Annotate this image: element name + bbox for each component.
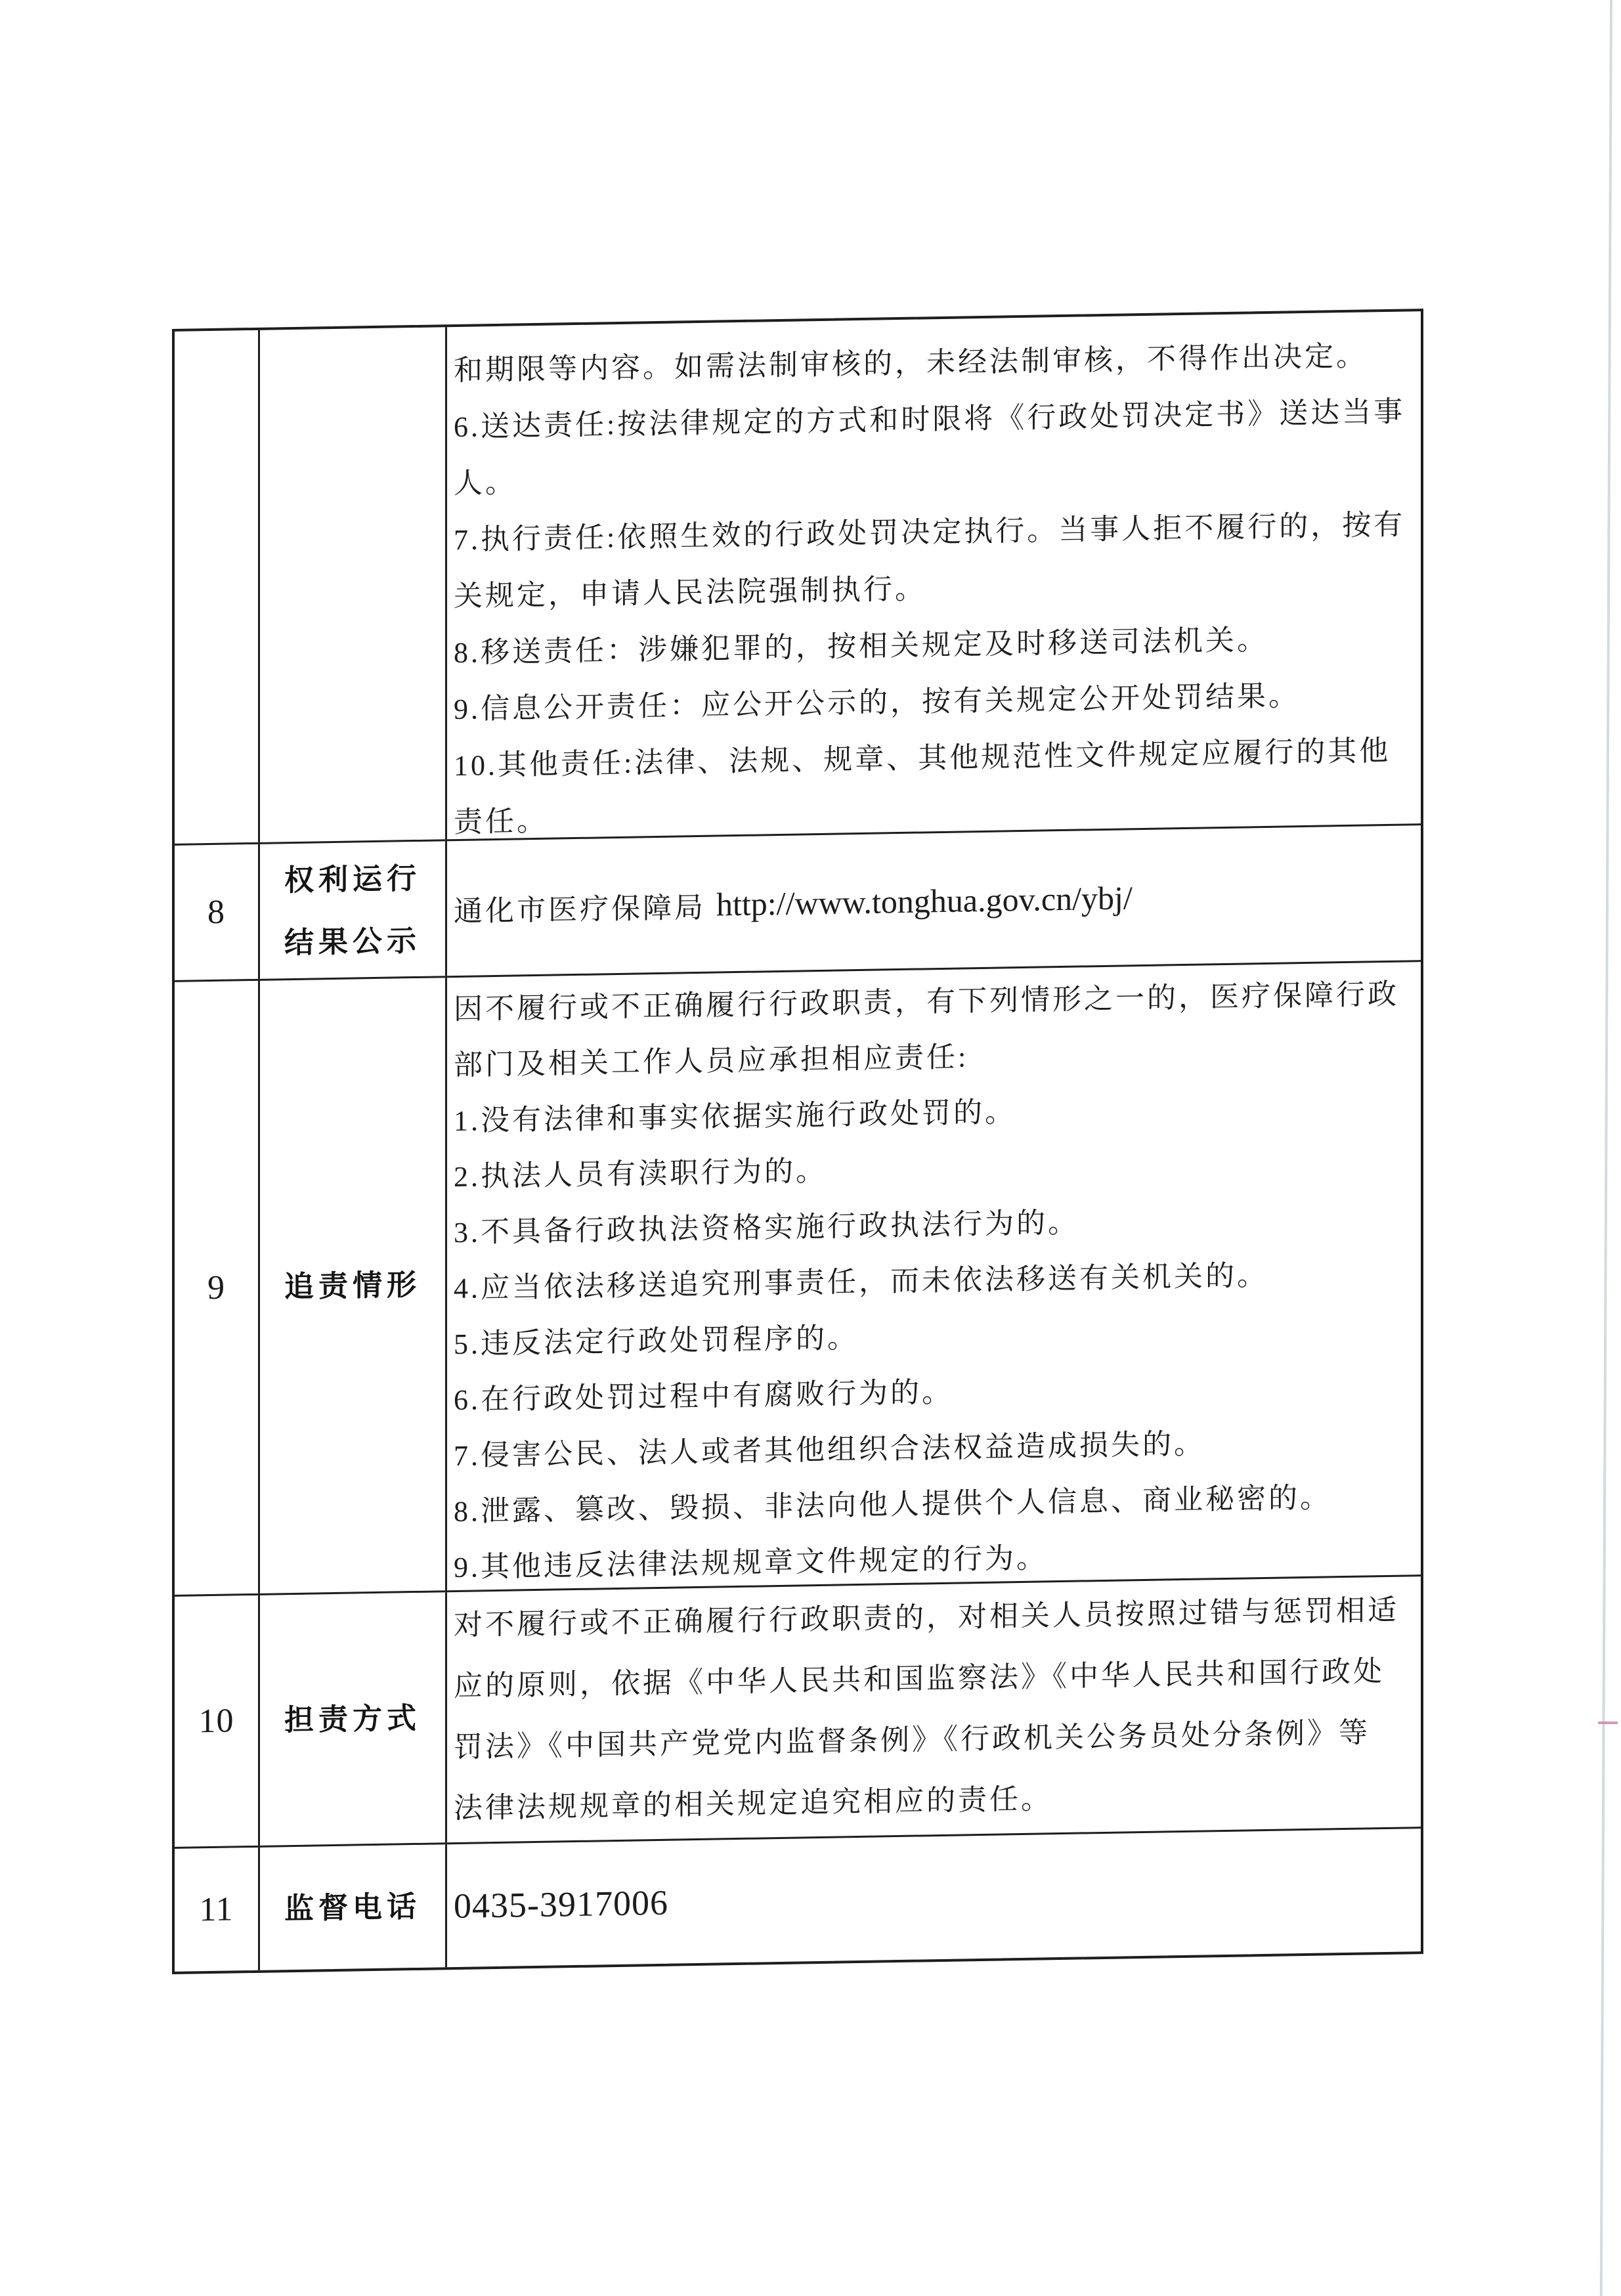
content-line: 因不履行或不正确履行行政职责，有下列情形之一的，医疗保障行政 [454, 978, 1399, 1026]
row-label [258, 978, 445, 1593]
row-number: 8 [207, 893, 225, 932]
row-label [258, 1592, 445, 1846]
row-label [258, 841, 445, 979]
content-line: 2.执法人员有渎职行为的。 [454, 1154, 827, 1194]
row-label-line: 担责方式 [284, 1700, 421, 1737]
content-line: 5.违反法定行政处罚程序的。 [454, 1322, 859, 1361]
content-line: 6.在行政处罚过程中有腐败行为的。 [454, 1375, 953, 1417]
content-line: 8.移送责任：涉嫌犯罪的，按相关规定及时移送司法机关。 [454, 623, 1268, 670]
table-row-continuation [175, 311, 1421, 844]
row-label-line: 权利运行 [284, 861, 421, 897]
row-number: 11 [199, 1890, 234, 1929]
responsibility-table [172, 309, 1423, 1974]
site-url: http://www.tonghua.gov.cn/ybj/ [716, 878, 1133, 923]
content-line: 应的原则，依据《中华人民共和国监察法》《中华人民共和国行政处 [454, 1655, 1385, 1703]
table-row-11 [175, 1827, 1421, 1972]
row-label-line: 追责情形 [284, 1267, 421, 1304]
content-line: 9.其他违反法律法规规章文件规定的行为。 [454, 1542, 1048, 1584]
row-content-cell [445, 1829, 1421, 1967]
row-number-cell [175, 330, 258, 844]
row-number: 9 [207, 1268, 225, 1307]
phone-number: 0435-3917006 [454, 1882, 668, 1926]
row-content-cell [445, 311, 1421, 839]
content-line: 7.侵害公民、法人或者其他组织合法权益造成损失的。 [454, 1427, 1205, 1473]
content-line: 法律法规规章的相关规定追究相应的责任。 [454, 1783, 1052, 1825]
content-line: 对不履行或不正确履行行政职责的，对相关人员按照过错与惩罚相适 [454, 1593, 1399, 1642]
scanner-pink-mark [1598, 1722, 1618, 1724]
row-content-cell [445, 1576, 1421, 1842]
content-line: 部门及相关工作人员应承担相应责任: [454, 1041, 969, 1082]
row-label [258, 1844, 445, 1970]
row-number: 10 [198, 1702, 234, 1741]
table-row-9 [175, 960, 1421, 1595]
row-label-cell [258, 327, 445, 842]
content-line: 3.不具备行政执法资格实施行政执法行为的。 [454, 1206, 1079, 1249]
scanner-edge-line [1600, 0, 1612, 2296]
org-name: 通化市医疗保障局 [454, 891, 706, 928]
content-line: 4.应当依法移送追究刑事责任，而未依法移送有关机关的。 [454, 1259, 1268, 1305]
table-row-10 [175, 1574, 1421, 1847]
table-row-8 [175, 823, 1421, 980]
content-line: 人。 [454, 466, 517, 500]
content-line: 7.执行责任:依照生效的行政处罚决定执行。当事人拒不履行的，按有 [454, 508, 1406, 557]
row-label-line: 监督电话 [284, 1889, 421, 1926]
content-line: 责任。 [454, 804, 548, 839]
row-label-line: 结果公示 [284, 923, 421, 959]
content-line: 10.其他责任:法律、法规、规章、其他规范性文件规定应履行的其他 [454, 734, 1391, 783]
content-line: 关规定，申请人民法院强制执行。 [454, 573, 926, 613]
content-line: 1.没有法律和事实依据实施行政处罚的。 [454, 1096, 1016, 1138]
content-line: 罚法》《中国共产党党内监督条例》《行政机关公务员处分条例》等 [454, 1716, 1370, 1764]
content-line: 8.泄露、篡改、毁损、非法向他人提供个人信息、商业秘密的。 [454, 1481, 1331, 1528]
content-line: 9.信息公开责任：应公开公示的，按有关规定公开处罚结果。 [454, 680, 1300, 726]
content-line: 和期限等内容。如需法制审核的，未经法制审核，不得作出决定。 [454, 339, 1368, 387]
row-content-cell [445, 962, 1421, 1590]
content-line: 6.送达责任:按法律规定的方式和时限将《行政处罚决定书》送达当事 [454, 395, 1406, 444]
row-content-cell [445, 825, 1421, 976]
